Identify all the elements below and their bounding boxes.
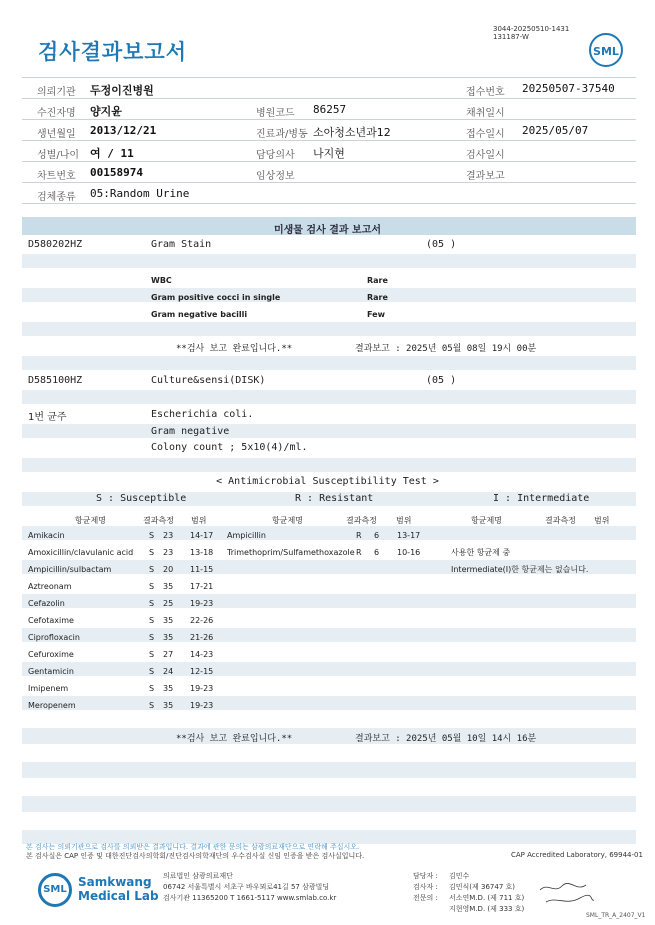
drug-name: Cefazolin [28,599,65,608]
divider [22,161,636,162]
col-drug-header: 항균제명 [272,516,303,525]
legend-s: S : Susceptible [96,493,187,504]
col-drug-header: 항균제명 [75,516,106,525]
sml-logo: SML [589,33,623,67]
drug-name: Meropenem [28,701,76,710]
organism-gram: Gram negative [151,426,230,437]
drug-value: 27 [163,650,174,659]
drug-sir: S [149,650,155,659]
collect-label: 채취일시 [466,108,505,119]
drug-value: 6 [374,548,380,557]
stripe [22,390,636,404]
document-code: 3044-20250510-1431 131187-W [493,25,570,41]
gram-done: **검사 보고 완료입니다.** [176,344,293,354]
institution-value: 두정이진병원 [90,84,154,97]
gram-result: Rare [367,293,388,302]
receipt-no-value: 20250507-37540 [522,82,615,95]
drug-name: Imipenem [28,684,69,693]
col-result-header: 결과측정 [545,516,576,525]
gram-report-time: 결과보고 : 2025년 05월 08일 19시 00분 [355,344,537,354]
stripe [22,322,636,336]
drug-name: Amikacin [28,531,65,540]
drug-value: 35 [163,616,174,625]
drug-range: 13-18 [190,548,214,557]
stripe [22,628,636,642]
drug-range: 19-23 [190,599,214,608]
gram-result: Rare [367,276,388,285]
stripe [22,356,636,370]
divider [22,140,636,141]
drug-range: 19-23 [190,701,214,710]
drug-sir: S [149,565,155,574]
organism-name: Escherichia coli. [151,409,254,420]
gram-test-name: Gram Stain [151,239,212,250]
sex-age-value: 여 / 11 [90,147,134,160]
sml-footer-logo: SML [38,873,72,907]
stripe [22,728,636,744]
name-label: 수진자명 [37,108,76,119]
drug-sir: R [356,531,362,540]
drug-name: Gentamicin [28,667,74,676]
drug-value: 35 [163,582,174,591]
drug-sir: S [149,667,155,676]
drug-sir: R [356,548,362,557]
specimen-label: 검체종류 [37,192,76,203]
doctor-label: 담당의사 [256,150,295,161]
organism-label: 1번 균주 [28,412,67,423]
drug-value: 35 [163,633,174,642]
clinical-label: 임상정보 [256,171,295,182]
drug-name: Amoxicillin/clavulanic acid [28,548,134,557]
footer-logo-text: Samkwang Medical Lab [78,875,159,903]
gram-result: Few [367,310,385,319]
gram-specimen: (05 ) [426,239,457,250]
stripe [22,762,636,778]
name-value: 양지윤 [90,105,122,118]
receipt-no-label: 접수번호 [466,87,505,98]
legend-i: I : Intermediate [493,493,590,504]
stripe [22,254,636,268]
col-result-header: 결과측정 [143,516,174,525]
drug-range: 21-26 [190,633,214,642]
drug-value: 35 [163,701,174,710]
drug-range: 13-17 [397,531,421,540]
dob-label: 생년월일 [37,129,76,140]
institution-label: 의뢰기관 [37,87,76,98]
chart-label: 차트번호 [37,171,76,182]
ast-title: < Antimicrobial Susceptibility Test > [216,476,439,487]
drug-sir: S [149,548,155,557]
col-result-header: 결과측정 [346,516,377,525]
report-label: 결과보고 [466,171,505,182]
ast-done: **검사 보고 완료입니다.** [176,734,293,744]
divider [22,182,636,183]
drug-sir: S [149,701,155,710]
drug-name: Aztreonam [28,582,72,591]
stripe [22,594,636,608]
stripe [22,288,636,302]
stripe [22,796,636,812]
drug-name: Cefotaxime [28,616,74,625]
intermediate-note: Intermediate(I)한 항균제는 없습니다. [451,565,589,574]
dept-label: 진료과/병동 [256,129,308,140]
dept-value: 소아청소년과12 [313,126,391,139]
drug-value: 6 [374,531,380,540]
drug-range: 14-17 [190,531,214,540]
divider [22,98,636,99]
col-drug-header: 항균제명 [471,516,502,525]
drug-range: 12-15 [190,667,214,676]
drug-sir: S [149,684,155,693]
drug-name: Ampicillin [227,531,266,540]
form-code: SML_TR_A_2407_V1 [586,912,646,919]
drug-sir: S [149,582,155,591]
footer-note: 본 검사실은 CAP 인증 및 대한진단검사의학회/진단검사의학재단의 우수검사실 신임 인증을 받은 검사실입니다. [26,852,365,860]
specimen-value: 05:Random Urine [90,187,190,200]
stripe [22,424,636,438]
drug-value: 23 [163,548,174,557]
ast-report-time: 결과보고 : 2025년 05월 10일 14시 16분 [355,734,537,744]
test-date-label: 검사일시 [466,150,505,161]
drug-sir: S [149,531,155,540]
drug-value: 24 [163,667,174,676]
legend-r: R : Resistant [295,493,374,504]
col-range-header: 범위 [594,516,610,525]
footer-staff-values: 김민수 김민식(제 36747 호) 서소연M.D. (제 711 호) 지현영M.D. (제 333 호) [449,872,525,913]
chart-value: 00158974 [90,166,143,179]
col-range-header: 범위 [191,516,207,525]
drug-sir: S [149,633,155,642]
drug-name: Ciprofloxacin [28,633,80,642]
drug-sir: S [149,616,155,625]
hospital-code-label: 병원코드 [256,108,295,119]
drug-value: 25 [163,599,174,608]
intermediate-note: 사용한 항균제 중 [451,548,511,557]
receipt-date-value: 2025/05/07 [522,124,589,137]
divider [22,203,636,204]
section-title: 미생물 검사 결과 보고서 [273,225,382,236]
gram-item: Gram positive cocci in single [151,293,281,302]
col-range-header: 범위 [396,516,412,525]
drug-range: 19-23 [190,684,214,693]
drug-name: Ampicillin/sulbactam [28,565,112,574]
signature [536,880,596,910]
hospital-code-value: 86257 [313,103,347,116]
drug-value: 35 [163,684,174,693]
drug-range: 11-15 [190,565,214,574]
gram-code: D580202HZ [28,239,83,250]
divider [22,77,636,78]
gram-item: Gram negative bacilli [151,310,248,319]
drug-range: 14-23 [190,650,214,659]
drug-range: 10-16 [397,548,421,557]
drug-name: Cefuroxime [28,650,74,659]
cap-accreditation: CAP Accredited Laboratory, 69944-01 [511,851,643,859]
drug-range: 17-21 [190,582,214,591]
footer-org-info: 의료법인 삼광의료재단 06742 서울특별시 서초구 바우뫼로41길 57 삼광빌딩 검사기관 11365200 T 1661-5117 www.smlab.co.kr [163,872,337,902]
drug-sir: S [149,599,155,608]
drug-name: Trimethoprim/Sulfamethoxazole [227,548,355,557]
receipt-date-label: 접수일시 [466,129,505,140]
dob-value: 2013/12/21 [90,124,157,137]
culture-code: D585100HZ [28,375,83,386]
stripe [22,526,636,540]
drug-range: 22-26 [190,616,214,625]
drug-value: 23 [163,531,174,540]
drug-value: 20 [163,565,174,574]
stripe [22,696,636,710]
footer-staff-labels: 담당자 : 검사자 : 전문의 : [413,872,438,902]
page-title: 검사결과보고서 [38,40,188,64]
sex-age-label: 성별/나이 [37,150,80,161]
gram-item: WBC [151,276,172,285]
stripe [22,458,636,472]
culture-test-name: Culture&sensi(DISK) [151,375,266,386]
doctor-value: 나지현 [313,147,345,160]
culture-specimen: (05 ) [426,375,457,386]
stripe [22,662,636,676]
divider [22,119,636,120]
footer-note-blue: 본 검사는 의뢰기관으로 검사를 의뢰받은 결과입니다. 결과에 관한 문의는 삼광의료재단으로 연락해 주십시오. [26,843,360,851]
colony-count: Colony count ; 5x10(4)/ml. [151,442,308,453]
